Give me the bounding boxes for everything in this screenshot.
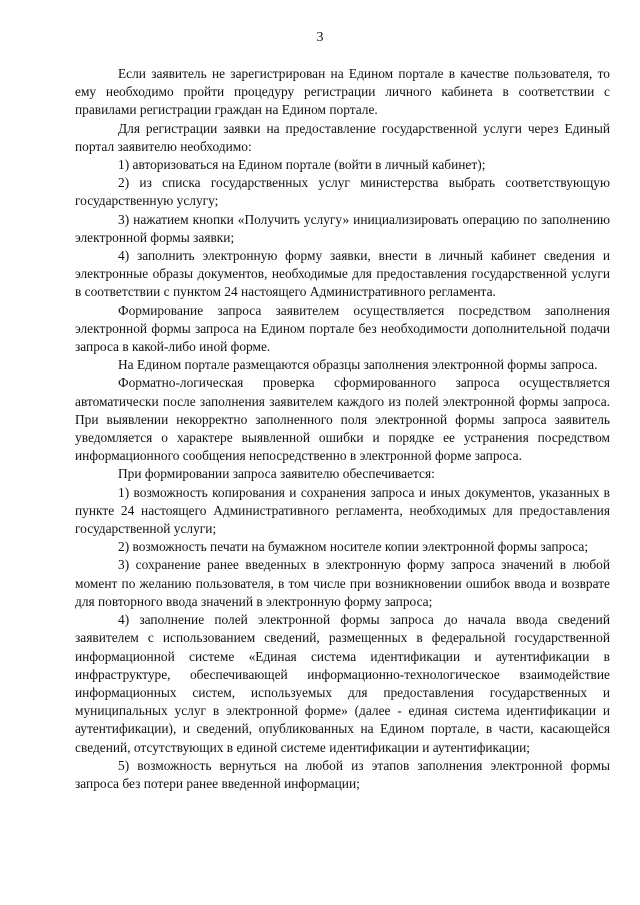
list-item: 2) возможность печати на бумажном носителе копии электронной формы запроса; — [118, 539, 589, 555]
list-item: 3) сохранение ранее введенных в электронную форму запроса значений в любой момент по желанию пользователя, в том числе при возникновении ошибок ввода и возврате для повторного ввода значений в электронную форму запроса; — [75, 557, 610, 609]
list-item: 1) возможность копирования и сохранения запроса и иных документов, указанных в пункте 24 настоящего Административного регламента, необходимых для предоставления государственной услуги; — [75, 484, 610, 537]
paragraph: Для регистрации заявки на предоставление государственной услуги через Единый портал заявителю необходимо: — [75, 120, 610, 154]
list-item: 3) нажатием кнопки «Получить услугу» инициализировать операцию по заполнению электронной формы заявки; — [75, 211, 610, 245]
paragraph: При формировании запроса заявителю обеспечивается: — [118, 466, 435, 482]
paragraph: На Едином портале размещаются образцы заполнения электронной формы запроса. — [118, 357, 598, 373]
list-item: 2) из списка государственных услуг министерства выбрать соответствующую государственную услугу; — [75, 175, 610, 209]
list-item: 4) заполнение полей электронной формы запроса до начала ввода сведений заявителем с использованием сведений, размещенных в федеральной государственной информационной системе «Единая система идентификации и аутентификации в инфраструктуре, обеспечивающей информационно-технологическое взаимодействие информационных систем, используемых для предоставления государственных и муниципальных услуг в электронной форме» (далее - единая система идентификации и аутентификации), и сведений, опубликованных на Едином портале, в части, касающейся сведений, отсутствующих в единой системе идентификации и аутентификации; — [75, 612, 610, 755]
paragraph: Формирование запроса заявителем осуществляется посредством заполнения электронной формы запроса на Едином портале без необходимости дополнительной подачи запроса в какой-либо иной форме. — [75, 302, 610, 355]
page-number: 3 — [316, 30, 324, 45]
list-item: 4) заполнить электронную форму заявки, внести в личный кабинет сведения и электронные образы документов, необходимые для предоставления государственной услуги в соответствии с пунктом 24 настоящего Административного регламента. — [75, 248, 610, 300]
document-body — [75, 65, 610, 793]
list-item: 1) авторизоваться на Едином портале (войти в личный кабинет); — [118, 157, 486, 173]
list-item: 5) возможность вернуться на любой из этапов заполнения электронной формы запроса без потери ранее введенной информации; — [75, 757, 610, 791]
paragraph: Если заявитель не зарегистрирован на Едином портале в качестве пользователя, то ему необходимо пройти процедуру регистрации личного кабинета в соответствии с правилами регистрации граждан на Едином портале. — [75, 66, 610, 118]
paragraph: Форматно-логическая проверка сформированного запроса осуществляется автоматически после заполнения заявителем каждого из полей электронной формы запроса. При выявлении некорректно заполненного поля электронной формы запроса заявитель уведомляется о характере выявленной ошибки и порядке ее устранения посредством информационного сообщения непосредственно в электронной форме запроса. — [75, 375, 610, 464]
